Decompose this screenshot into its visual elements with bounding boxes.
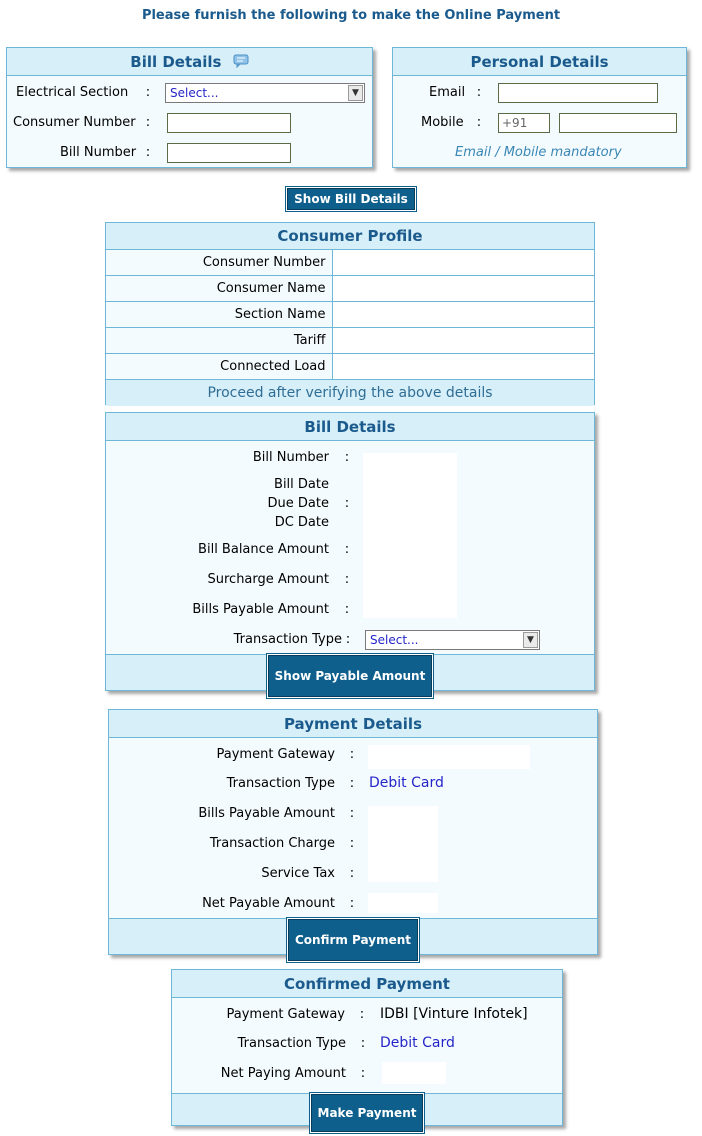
- table-row: [106, 380, 594, 406]
- colon: :: [349, 836, 355, 851]
- table-row: [106, 354, 594, 380]
- payment-gateway-label: Payment Gateway: [226, 1007, 345, 1022]
- bill-details-form-panel: [6, 47, 373, 168]
- colon: :: [476, 85, 482, 100]
- bill-number-label: Bill Number: [252, 450, 329, 465]
- bills-payable-label: Bills Payable Amount: [198, 806, 335, 821]
- profile-value: [332, 276, 594, 302]
- profile-label: Connected Load: [106, 354, 332, 380]
- profile-label: Consumer Name: [106, 276, 332, 302]
- transaction-type-value: Debit Card: [369, 775, 444, 791]
- colon: :: [349, 776, 355, 791]
- payment-gateway-value: IDBI [Vinture Infotek]: [380, 1006, 528, 1022]
- colon: :: [349, 896, 355, 911]
- consumer-profile-title: Consumer Profile: [106, 223, 594, 249]
- colon: :: [145, 115, 151, 130]
- profile-label: Section Name: [106, 302, 332, 328]
- transaction-type-label: Transaction Type: [233, 632, 342, 647]
- email-input[interactable]: [498, 83, 658, 103]
- mobile-prefix-input[interactable]: +91: [498, 113, 550, 133]
- mobile-number-input[interactable]: [559, 113, 677, 133]
- profile-value: [332, 328, 594, 354]
- net-paying-value-box: [382, 1062, 446, 1084]
- chevron-down-icon[interactable]: ▼: [348, 85, 363, 101]
- consumer-profile-table: [106, 249, 594, 406]
- net-paying-label: Net Paying Amount: [220, 1066, 346, 1081]
- service-tax-label: Service Tax: [261, 866, 335, 881]
- colon: :: [344, 542, 350, 557]
- bill-details-form-title: Bill Details: [7, 48, 372, 76]
- mobile-label: Mobile: [421, 115, 464, 130]
- profile-value: [332, 250, 594, 276]
- show-payable-amount-button[interactable]: Show Payable Amount: [268, 655, 433, 697]
- colon: :: [344, 602, 350, 617]
- bill-date-label: Bill Date: [274, 477, 329, 492]
- table-row: [106, 276, 594, 302]
- colon: :: [360, 1066, 366, 1081]
- personal-details-panel: [392, 47, 687, 168]
- bill-number-input[interactable]: [167, 143, 291, 163]
- show-bill-details-button[interactable]: Show Bill Details: [287, 188, 415, 210]
- colon: :: [344, 572, 350, 587]
- confirmed-payment-title: Confirmed Payment: [172, 970, 562, 998]
- transaction-type-value: Debit Card: [380, 1035, 455, 1051]
- payment-gateway-label: Payment Gateway: [216, 747, 335, 762]
- bill-values-box: [363, 453, 457, 618]
- transaction-type-label: Transaction Type: [237, 1036, 346, 1051]
- colon: :: [349, 806, 355, 821]
- gateway-value-box: [368, 745, 530, 769]
- table-row: [106, 328, 594, 354]
- colon: :: [345, 632, 351, 647]
- colon: :: [349, 747, 355, 762]
- bill-details-title: Bill Details: [106, 413, 594, 441]
- make-payment-button[interactable]: Make Payment: [311, 1094, 424, 1132]
- colon: :: [349, 866, 355, 881]
- consumer-number-input[interactable]: [167, 113, 291, 133]
- profile-label: Consumer Number: [106, 250, 332, 276]
- colon: :: [360, 1036, 366, 1051]
- profile-label: Tariff: [106, 328, 332, 354]
- page-heading: Please furnish the following to make the Online Payment: [141, 8, 561, 23]
- payment-details-panel: [108, 709, 598, 955]
- bill-balance-label: Bill Balance Amount: [198, 542, 329, 557]
- confirm-payment-button[interactable]: Confirm Payment: [288, 919, 418, 961]
- electrical-section-label: Electrical Section: [16, 85, 129, 100]
- bill-details-panel: [105, 412, 595, 691]
- mandatory-note: Email / Mobile mandatory: [455, 145, 622, 160]
- profile-footer: Proceed after verifying the above details: [106, 380, 594, 406]
- table-row: [106, 250, 594, 276]
- transaction-type-select[interactable]: Select... ▼: [365, 630, 540, 650]
- bills-payable-label: Bills Payable Amount: [192, 602, 329, 617]
- chat-bubble-icon[interactable]: [233, 49, 249, 77]
- colon: :: [145, 145, 151, 160]
- electrical-section-select[interactable]: Select... ▼: [165, 83, 365, 103]
- colon: :: [344, 450, 350, 465]
- chevron-down-icon[interactable]: ▼: [523, 632, 538, 648]
- dc-date-label: DC Date: [274, 515, 329, 530]
- surcharge-label: Surcharge Amount: [207, 572, 329, 587]
- payment-details-title: Payment Details: [109, 710, 597, 738]
- transaction-charge-label: Transaction Charge: [209, 836, 335, 851]
- bill-number-label: Bill Number: [60, 145, 137, 160]
- table-row: [106, 302, 594, 328]
- email-label: Email: [429, 85, 466, 100]
- consumer-number-label: Consumer Number: [13, 115, 136, 130]
- colon: :: [344, 496, 350, 511]
- colon: :: [476, 115, 482, 130]
- confirmed-payment-panel: [171, 969, 563, 1126]
- profile-value: [332, 354, 594, 380]
- colon: :: [145, 85, 151, 100]
- profile-value: [332, 302, 594, 328]
- transaction-type-label: Transaction Type: [226, 776, 335, 791]
- net-value-box: [368, 893, 438, 913]
- personal-details-title: Personal Details: [393, 48, 686, 76]
- net-payable-label: Net Payable Amount: [202, 896, 335, 911]
- consumer-profile-panel: [105, 222, 595, 405]
- due-date-label: Due Date: [267, 496, 329, 511]
- amount-values-box: [368, 806, 438, 882]
- colon: :: [359, 1007, 365, 1022]
